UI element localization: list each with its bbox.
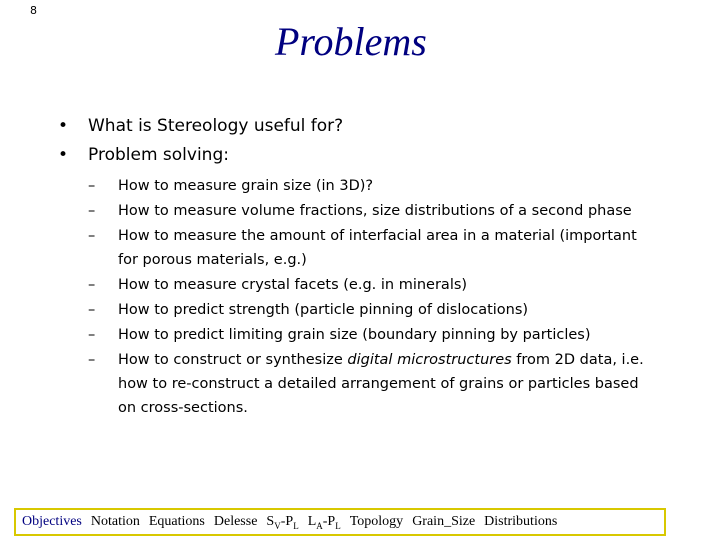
la-pl-subscript-a: A bbox=[316, 520, 323, 531]
sub-bullet-text: How to measure grain size (in 3D)? bbox=[118, 178, 374, 194]
sub-bullet-text-start: How to construct or synthesize bbox=[118, 352, 348, 368]
la-pl-symbol-a: L bbox=[307, 513, 317, 529]
main-bullet-item bbox=[58, 141, 678, 170]
sub-bullet-item bbox=[88, 323, 658, 347]
navigation-bar bbox=[14, 508, 666, 536]
sub-bullet-text-end: from 2D data, i.e. how to re-construct a detailed arrangement of grains or particles based on cross-sections. bbox=[118, 352, 644, 416]
main-bullet-text: Problem solving: bbox=[88, 145, 229, 165]
sv-pl-symbol-b: P bbox=[285, 513, 294, 529]
sub-bullet-list bbox=[88, 174, 658, 421]
sub-bullet-text: How to measure volume fractions, size distributions of a second phase bbox=[118, 203, 632, 219]
nav-link-grain-size[interactable]: Grain_Size bbox=[412, 514, 476, 529]
bullet-icon: • bbox=[58, 116, 69, 136]
sub-bullet-item bbox=[88, 174, 658, 198]
dash-icon: – bbox=[88, 327, 96, 343]
nav-link-topology[interactable]: Topology bbox=[349, 514, 404, 529]
dash-icon: – bbox=[88, 228, 96, 244]
sub-bullet-text: How to predict strength (particle pinning of dislocations) bbox=[118, 302, 529, 318]
nav-link-distributions[interactable]: Distributions bbox=[484, 514, 558, 529]
sub-bullet-item bbox=[88, 273, 658, 297]
sub-bullet-text: How to measure the amount of interfacial area in a material (important for porous materials, e.g.) bbox=[118, 228, 637, 268]
bullet-icon: • bbox=[58, 145, 69, 165]
sub-bullet-text: How to predict limiting grain size (boundary pinning by particles) bbox=[118, 327, 591, 343]
sub-bullet-item bbox=[88, 298, 658, 322]
main-bullet-item bbox=[58, 112, 678, 141]
main-bullet-list bbox=[58, 112, 678, 170]
sub-bullet-text: How to measure crystal facets (e.g. in minerals) bbox=[118, 277, 468, 293]
sub-bullet-emphasis: digital microstructures bbox=[347, 352, 512, 368]
la-pl-subscript-b: L bbox=[335, 520, 341, 531]
la-pl-separator: - bbox=[322, 513, 328, 529]
nav-link-notation[interactable]: Notation bbox=[90, 514, 140, 529]
sub-bullet-item bbox=[88, 348, 658, 420]
nav-link-la-pl[interactable] bbox=[308, 514, 341, 531]
slide-number: 8 bbox=[30, 4, 37, 17]
slide-title: Problems bbox=[275, 19, 427, 64]
sv-pl-subscript-a: V bbox=[274, 520, 281, 531]
la-pl-symbol-b: P bbox=[327, 513, 336, 529]
dash-icon: – bbox=[88, 203, 96, 219]
dash-icon: – bbox=[88, 302, 96, 318]
sub-bullet-item bbox=[88, 224, 658, 272]
sv-pl-subscript-b: L bbox=[293, 520, 299, 531]
title-container bbox=[275, 18, 427, 66]
dash-icon: – bbox=[88, 277, 96, 293]
sv-pl-separator: - bbox=[280, 513, 286, 529]
nav-link-equations[interactable]: Equations bbox=[148, 514, 205, 529]
dash-icon: – bbox=[88, 178, 96, 194]
nav-link-delesse[interactable]: Delesse bbox=[213, 514, 258, 529]
nav-link-sv-pl[interactable] bbox=[266, 514, 298, 531]
main-bullet-text: What is Stereology useful for? bbox=[88, 116, 344, 136]
sub-bullet-item bbox=[88, 199, 658, 223]
nav-link-objectives[interactable]: Objectives bbox=[22, 514, 82, 529]
dash-icon: – bbox=[88, 352, 96, 368]
sv-pl-symbol-a: S bbox=[266, 513, 275, 529]
